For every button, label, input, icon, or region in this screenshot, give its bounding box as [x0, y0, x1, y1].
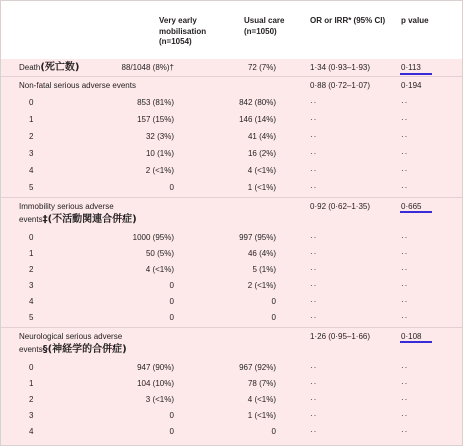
cell-or: 0·92 (0·62–1·35)	[310, 202, 371, 211]
row-label-japanese: ‡(不活動関連合併症)	[42, 214, 137, 225]
cell-or: 1·26 (0·95–1·66)	[310, 332, 371, 341]
table-row-death	[1, 59, 462, 76]
table-row: 2 32 (3%) 41 (4%) ·· ··	[29, 132, 409, 141]
row-label: Immobility serious adverse	[19, 202, 114, 211]
row-label-japanese: (死亡数)	[40, 62, 80, 73]
table-row: 3 0 1 (<1%) ·· ··	[29, 411, 409, 420]
table-row: 1 50 (5%) 46 (4%) ·· ··	[29, 249, 409, 258]
table-row: 0 1000 (95%) 997 (95%) ·· ··	[29, 233, 409, 242]
row-label: Neurological serious adverse	[19, 332, 123, 341]
table-row: 4 2 (<1%) 4 (<1%) ·· ··	[29, 166, 409, 175]
row-label: Death	[19, 63, 41, 72]
p-value-underline	[400, 73, 432, 75]
table-row-immobility: Immobility serious adverse events‡(不活動関連合併症) 0·92 (0·62–1·35) 0·665	[1, 197, 462, 228]
cell-p-value: 0·194	[401, 81, 422, 90]
table-row: 1 104 (10%) 78 (7%) ·· ··	[29, 379, 409, 388]
header-very-early-mobilisation: Very early mobilisation (n=1054)	[159, 16, 207, 46]
header-p-value: p value	[401, 16, 429, 25]
row-label: Non-fatal serious adverse events	[19, 81, 136, 90]
header-usual-care: Usual care (n=1050)	[244, 16, 285, 36]
table-row: 3 0 2 (<1%) ·· ··	[29, 281, 409, 290]
table-body	[1, 59, 462, 445]
table-header	[1, 1, 462, 59]
table-row: 4 0 0 ·· ··	[29, 427, 409, 436]
p-value-underline	[400, 211, 432, 213]
cell-very-early: 88/1048 (8%)†	[121, 63, 174, 72]
cell-p-value: 0·108	[401, 332, 422, 341]
cell-p-value: 0·665	[401, 202, 422, 211]
cell-or: 0·88 (0·72–1·07)	[310, 81, 371, 90]
table-row: 0 947 (90%) 967 (92%) ·· ··	[29, 363, 409, 372]
table-row: 2 4 (<1%) 5 (1%) ·· ··	[29, 265, 409, 274]
p-value-underline	[400, 341, 432, 343]
table-row: 5 0 1 (<1%) ·· ··	[29, 183, 409, 192]
header-or-irr: OR or IRR* (95% CI)	[310, 16, 386, 25]
table-row: 3 10 (1%) 16 (2%) ·· ··	[29, 149, 409, 158]
table-row-neurological: Neurological serious adverse events§(神経学的合併症) 1·26 (0·95–1·66) 0·108	[1, 327, 462, 358]
table-row: 0 853 (81%) 842 (80%) ·· ··	[29, 98, 409, 107]
table-row: 1 157 (15%) 146 (14%) ·· ··	[29, 115, 409, 124]
table-row: 2 3 (<1%) 4 (<1%) ·· ··	[29, 395, 409, 404]
row-label-japanese: §(神経学的合併症)	[42, 344, 127, 355]
table-row: 5 0 0 ·· ··	[29, 313, 409, 322]
table-row: 4 0 0 ·· ··	[29, 297, 409, 306]
cell-or: 1·34 (0·93–1·93)	[310, 63, 371, 72]
cell-p-value: 0·113	[401, 63, 421, 72]
cell-usual-care: 72 (7%)	[247, 63, 276, 72]
table-row-nonfatal	[1, 76, 462, 94]
